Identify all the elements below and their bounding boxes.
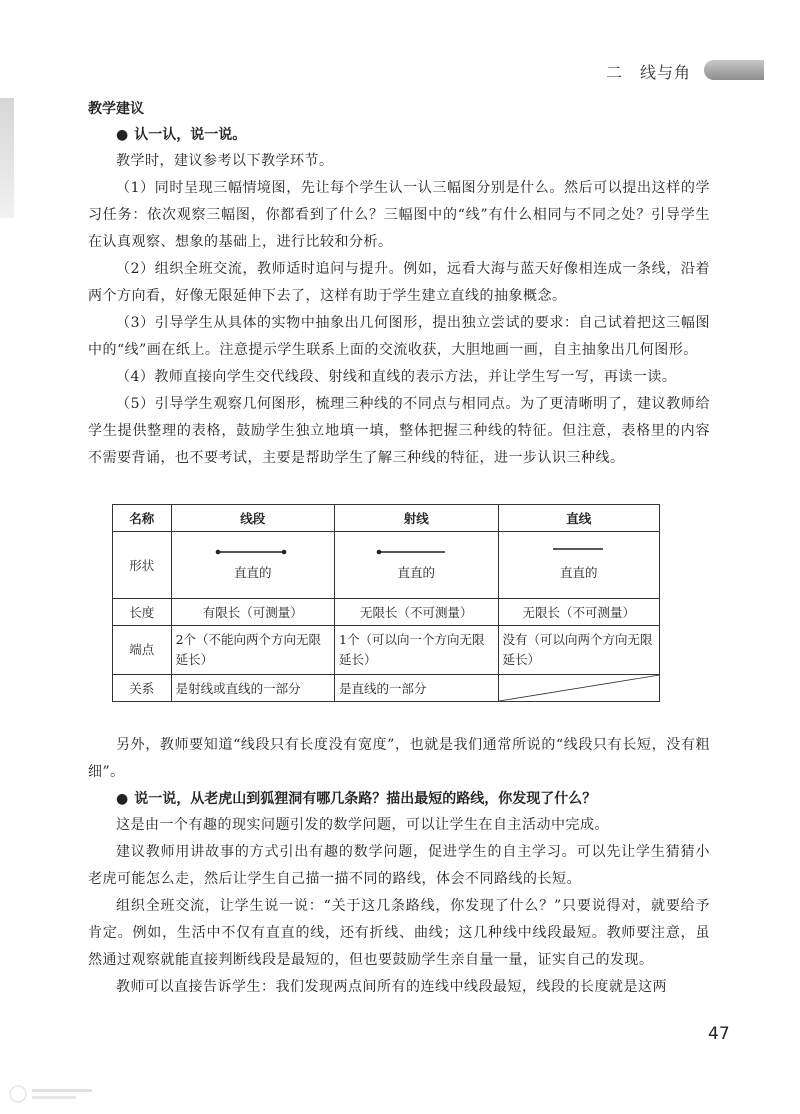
- cell-length-line: 无限长（不可测量）: [498, 599, 660, 626]
- cell-length-segment: 有限长（可测量）: [171, 599, 334, 626]
- publisher-watermark-icon: [8, 1082, 108, 1106]
- table-row-endpoints: [113, 626, 660, 675]
- cell-length-ray: 无限长（不可测量）: [335, 599, 498, 626]
- table-row-shape: [113, 532, 660, 599]
- paragraph-9: 组织全班交流，让学生说一说：“关于这几条路线，你发现了什么？”只要说得对，就要给予肯定。例如，生活中不仅有直直的线，还有折线、曲线；这几种线中线段最短。教师要注意，虽然通过观察就能直接判断线段是最短的，但也要鼓励学生亲自量一量，证实自己的发现。: [88, 898, 710, 968]
- paragraph-6: 另外，教师要知道“线段只有长度没有宽度”，也就是我们通常所说的“线段只有长短，没有粗细”。: [88, 737, 710, 780]
- paragraph-8: 建议教师用讲故事的方式引出有趣的数学问题，促进学生的自主学习。可以先让学生猜猜小老虎可能怎么走，然后让学生自己描一描不同的路线，体会不同路线的长短。: [88, 844, 710, 887]
- ray-diagram-icon: [339, 545, 487, 559]
- cell-shape-line: [498, 532, 660, 599]
- bullet-heading-2: [88, 786, 710, 812]
- after-table-section: [88, 732, 710, 1001]
- page-content: [88, 96, 710, 1001]
- paragraph-3: （3）引导学生从具体的实物中抽象出几何图形，提出独立尝试的要求：自己试着把这三幅图中的“线”画在纸上。注意提示学生联系上面的交流收获，大胆地画一画，自主抽象出几何图形。: [88, 315, 710, 358]
- diagonal-slash-icon: [499, 675, 660, 701]
- row-label-shape: 形状: [113, 532, 172, 599]
- cell-endpoints-line: 没有（可以向两个方向无限延长）: [498, 626, 660, 675]
- cell-shape-ray: [335, 532, 498, 599]
- table-row-relation: [113, 675, 660, 702]
- paragraph-5: （5）引导学生观察几何图形，梳理三种线的不同点与相同点。为了更清晰明了，建议教师给学生提供整理的表格，鼓励学生独立地填一填，整体把握三种线的特征。但注意，表格里的内容不需要背诵，也不要考试，主要是帮助学生了解三种线的特征，进一步认识三种线。: [88, 396, 710, 466]
- shape-text-ray: 直直的: [397, 565, 436, 580]
- table-header-line: 直线: [498, 505, 660, 532]
- row-label-endpoints: 端点: [113, 626, 172, 675]
- cell-endpoints-ray: 1个（可以向一个方向无限延长）: [335, 626, 498, 675]
- cell-shape-segment: [171, 532, 334, 599]
- side-margin-decoration: [0, 98, 14, 218]
- page-number: 47: [708, 1024, 730, 1044]
- paragraph-10: 教师可以直接告诉学生：我们发现两点间所有的连线中线段最短，线段的长度就是这两: [116, 979, 667, 995]
- bullet-text-2: 说一说，从老虎山到狐狸洞有哪几条路？描出最短的路线，你发现了什么？: [134, 791, 597, 807]
- cell-relation-segment: 是射线或直线的一部分: [171, 675, 334, 702]
- bullet-dot-icon: ●: [116, 127, 129, 143]
- lines-comparison-table: [112, 504, 660, 702]
- cell-relation-ray: 是直线的一部分: [335, 675, 498, 702]
- cell-endpoints-segment: 2个（不能向两个方向无限延长）: [171, 626, 334, 675]
- bullet-dot-icon: ●: [116, 791, 129, 807]
- table-header-name: 名称: [113, 505, 172, 532]
- paragraph-2: （2）组织全班交流，教师适时追问与提升。例如，远看大海与蓝天好像相连成一条线，沿着两个方向看，好像无限延伸下去了，这样有助于学生建立直线的抽象概念。: [88, 261, 710, 304]
- paragraph-7: 这是由一个有趣的现实问题引发的数学问题，可以让学生在自主活动中完成。: [116, 817, 609, 833]
- shape-text-segment: 直直的: [234, 565, 272, 580]
- bullet-text-1: 认一认，说一说。: [134, 127, 247, 143]
- table-header-ray: 射线: [335, 505, 498, 532]
- section-heading: 教学建议: [88, 101, 144, 117]
- shape-text-line: 直直的: [559, 565, 598, 580]
- chapter-tab-decoration: [704, 60, 764, 80]
- chapter-title: 二 线与角: [606, 63, 692, 82]
- table-header-segment: 线段: [171, 505, 334, 532]
- cell-relation-line-empty: [498, 675, 660, 702]
- table-row-length: [113, 599, 660, 626]
- line-diagram-icon: [503, 545, 649, 559]
- row-label-relation: 关系: [113, 675, 172, 702]
- paragraph-intro: 教学时，建议参考以下教学环节。: [116, 153, 334, 169]
- paragraph-1: （1）同时呈现三幅情境图，先让每个学生认一认三幅图分别是什么。然后可以提出这样的学习任务：依次观察三幅图，你都看到了什么？三幅图中的“线”有什么相同与不同之处？引导学生在认真观察、想象的基础上，进行比较和分析。: [88, 180, 710, 250]
- paragraph-4: （4）教师直接向学生交代线段、射线和直线的表示方法，并让学生写一写，再读一读。: [116, 369, 677, 385]
- segment-diagram-icon: [176, 545, 324, 559]
- bullet-heading-1: [88, 122, 710, 148]
- row-label-length: 长度: [113, 599, 172, 626]
- table-header-row: [113, 505, 660, 532]
